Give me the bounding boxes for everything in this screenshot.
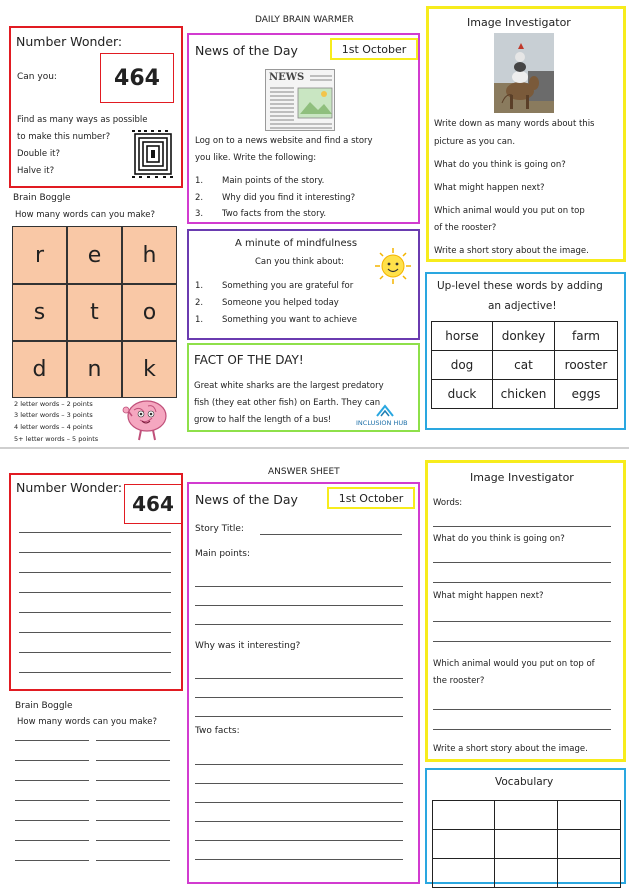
brain-boggle-question: How many words can you make?: [15, 210, 156, 220]
boggle-letter: o: [122, 284, 177, 341]
investigator-title: Image Investigator: [467, 16, 571, 29]
answer-line: [433, 709, 611, 710]
vocabulary-cell[interactable]: [557, 829, 621, 859]
answer-line: [15, 820, 89, 821]
news-intro: you like. Write the following:: [195, 153, 317, 163]
answer-news-date: 1st October: [327, 487, 415, 509]
uplevel-line: Up-level these words by adding: [437, 280, 603, 292]
answer-line: [195, 586, 403, 587]
investigator-line: of the rooster?: [434, 223, 497, 233]
vocabulary-cell[interactable]: [557, 858, 621, 888]
mindfulness-num: 2.: [195, 298, 204, 308]
boggle-grid: [12, 226, 177, 398]
uplevel-word: cat: [492, 350, 555, 380]
answer-news-title: News of the Day: [195, 492, 298, 507]
uplevel-word: chicken: [492, 379, 555, 409]
brain-boggle-title: Brain Boggle: [13, 193, 71, 203]
investigator-line: Write a short story about the image.: [434, 246, 589, 256]
fact-panel: [187, 343, 420, 432]
vocabulary-cell[interactable]: [557, 800, 621, 830]
story-title-label: Story Title:: [195, 524, 244, 534]
newspaper-logo: NEWS: [269, 72, 305, 83]
answer-line: [195, 678, 403, 679]
wonder-number: 464: [100, 53, 174, 103]
answer-investigator-title: Image Investigator: [470, 471, 574, 484]
answer-line: [15, 800, 89, 801]
news-item: Why did you find it interesting?: [222, 193, 356, 203]
can-you-label: Can you:: [17, 72, 57, 82]
answer-line: [15, 740, 89, 741]
farm-animals-picture-icon: [494, 33, 554, 113]
news-item: Two facts from the story.: [222, 209, 327, 219]
answer-line: [96, 800, 170, 801]
vocabulary-cell[interactable]: [494, 829, 558, 859]
points-line: 5+ letter words – 5 points: [14, 435, 99, 443]
answer-line: [19, 592, 171, 593]
answer-line: [433, 621, 611, 622]
uplevel-word: duck: [431, 379, 493, 409]
answer-line: [195, 821, 403, 822]
uplevel-word: donkey: [492, 321, 555, 351]
mindfulness-item: Something you want to achieve: [222, 315, 357, 325]
boggle-letter: d: [12, 341, 67, 398]
number-spiral-icon: [131, 130, 175, 178]
answer-line: [195, 802, 403, 803]
vocabulary-cell[interactable]: [432, 800, 495, 830]
answer-investigator-panel: [425, 460, 626, 762]
fact-line: grow to half the length of a bus!: [194, 415, 332, 425]
vocabulary-cell[interactable]: [432, 858, 495, 888]
news-item: Main points of the story.: [222, 176, 325, 186]
boggle-letter: k: [122, 341, 177, 398]
boggle-letter: s: [12, 284, 67, 341]
answer-line: [96, 820, 170, 821]
wonder-line: Halve it?: [17, 166, 55, 176]
story-title-line: [260, 534, 402, 535]
mindfulness-panel: [187, 229, 420, 340]
number-wonder-title: Number Wonder:: [16, 34, 123, 49]
answer-line: [19, 552, 171, 553]
news-item-num: 3.: [195, 209, 204, 219]
answer-line: [195, 605, 403, 606]
wonder-line: to make this number?: [17, 132, 111, 142]
uplevel-panel: [425, 272, 626, 430]
uplevel-word-grid: [431, 321, 618, 409]
answer-number-wonder-panel: [9, 473, 183, 691]
words-label: Words:: [433, 498, 463, 508]
brain-mascot-icon: [120, 396, 172, 442]
uplevel-word: rooster: [554, 350, 618, 380]
news-item-num: 1.: [195, 176, 204, 186]
mindfulness-item: Someone you helped today: [222, 298, 339, 308]
answer-line: [96, 740, 170, 741]
news-item-num: 2.: [195, 193, 204, 203]
answer-line: [15, 840, 89, 841]
image-investigator-panel: [426, 6, 626, 262]
answer-line: [19, 532, 171, 533]
answer-line: [96, 780, 170, 781]
answer-line: [19, 672, 171, 673]
mindfulness-subtitle: Can you think about:: [255, 257, 345, 267]
uplevel-line: an adjective!: [488, 300, 557, 312]
fact-line: Great white sharks are the largest predatory: [194, 381, 384, 391]
answer-sheet-header: ANSWER SHEET: [268, 467, 340, 477]
answer-line: [433, 641, 611, 642]
boggle-letter: t: [67, 284, 122, 341]
vocabulary-cell[interactable]: [494, 858, 558, 888]
wonder-line: Find as many ways as possible: [17, 115, 148, 125]
answer-wonder-number: 464: [124, 484, 182, 524]
answer-line: [195, 840, 403, 841]
why-interesting-label: Why was it interesting?: [195, 641, 301, 651]
newspaper-icon: [265, 69, 335, 131]
question-going-on: What do you think is going on?: [433, 534, 565, 544]
fact-title: FACT OF THE DAY!: [194, 353, 304, 367]
answer-line: [433, 582, 611, 583]
answer-line: [96, 860, 170, 861]
uplevel-word: farm: [554, 321, 618, 351]
wonder-line: Double it?: [17, 149, 61, 159]
news-date: 1st October: [330, 38, 418, 60]
uplevel-word: eggs: [554, 379, 618, 409]
boggle-letter: r: [12, 226, 67, 284]
answer-line: [15, 760, 89, 761]
news-title: News of the Day: [195, 43, 298, 58]
answer-line: [96, 760, 170, 761]
vocabulary-title: Vocabulary: [495, 776, 554, 788]
investigator-line: What do you think is going on?: [434, 160, 566, 170]
answer-line: [195, 783, 403, 784]
answer-line: [15, 860, 89, 861]
sun-icon: [373, 247, 413, 285]
answer-line: [195, 624, 403, 625]
question-rooster: the rooster?: [433, 676, 485, 686]
answer-line: [195, 859, 403, 860]
number-wonder-panel: [9, 26, 183, 188]
two-facts-label: Two facts:: [195, 726, 240, 736]
answer-line: [19, 612, 171, 613]
answer-line: [15, 780, 89, 781]
uplevel-word: dog: [431, 350, 493, 380]
answer-news-panel: [187, 482, 420, 884]
vocabulary-panel: [425, 768, 626, 884]
answer-line: [195, 716, 403, 717]
boggle-letter: e: [67, 226, 122, 284]
news-panel: [187, 33, 420, 224]
answer-line: [19, 572, 171, 573]
points-line: 3 letter words – 3 points: [14, 411, 93, 419]
answer-line: [433, 562, 611, 563]
points-line: 4 letter words – 4 points: [14, 423, 93, 431]
boggle-letter: h: [122, 226, 177, 284]
points-line: 2 letter words – 2 points: [14, 400, 93, 408]
mindfulness-item: Something you are grateful for: [222, 281, 354, 291]
main-points-label: Main points:: [195, 549, 251, 559]
boggle-letter: n: [67, 341, 122, 398]
answer-line: [19, 632, 171, 633]
uplevel-word: horse: [431, 321, 493, 351]
answer-brain-boggle-title: Brain Boggle: [15, 701, 73, 711]
news-intro: Log on to a news website and find a story: [195, 136, 373, 146]
answer-line: [433, 729, 611, 730]
mindfulness-num: 1.: [195, 281, 204, 291]
fact-line: fish (they eat other fish) on Earth. They can: [194, 398, 381, 408]
answer-brain-boggle-question: How many words can you make?: [17, 717, 158, 727]
question-rooster: Which animal would you put on top of: [433, 659, 595, 669]
answer-line: [19, 652, 171, 653]
vocabulary-cell[interactable]: [494, 800, 558, 830]
worksheet-header: DAILY BRAIN WARMER: [255, 15, 354, 25]
investigator-line: picture as you can.: [434, 137, 516, 147]
inclusion-hub-brand: INCLUSION HUB: [356, 419, 408, 427]
vocabulary-cell[interactable]: [432, 829, 495, 859]
investigator-line: What might happen next?: [434, 183, 545, 193]
question-short-story: Write a short story about the image.: [433, 744, 588, 754]
inclusion-hub-logo-icon: [375, 403, 395, 417]
mindfulness-title: A minute of mindfulness: [235, 238, 358, 249]
investigator-line: Write down as many words about this: [434, 119, 595, 129]
answer-line: [195, 764, 403, 765]
investigator-line: Which animal would you put on top: [434, 206, 585, 216]
question-happen-next: What might happen next?: [433, 591, 544, 601]
answer-number-wonder-title: Number Wonder:: [16, 480, 123, 495]
mindfulness-num: 1.: [195, 315, 204, 325]
answer-line: [195, 697, 403, 698]
answer-line: [96, 840, 170, 841]
answer-line: [433, 526, 611, 527]
page-divider: [0, 447, 629, 449]
